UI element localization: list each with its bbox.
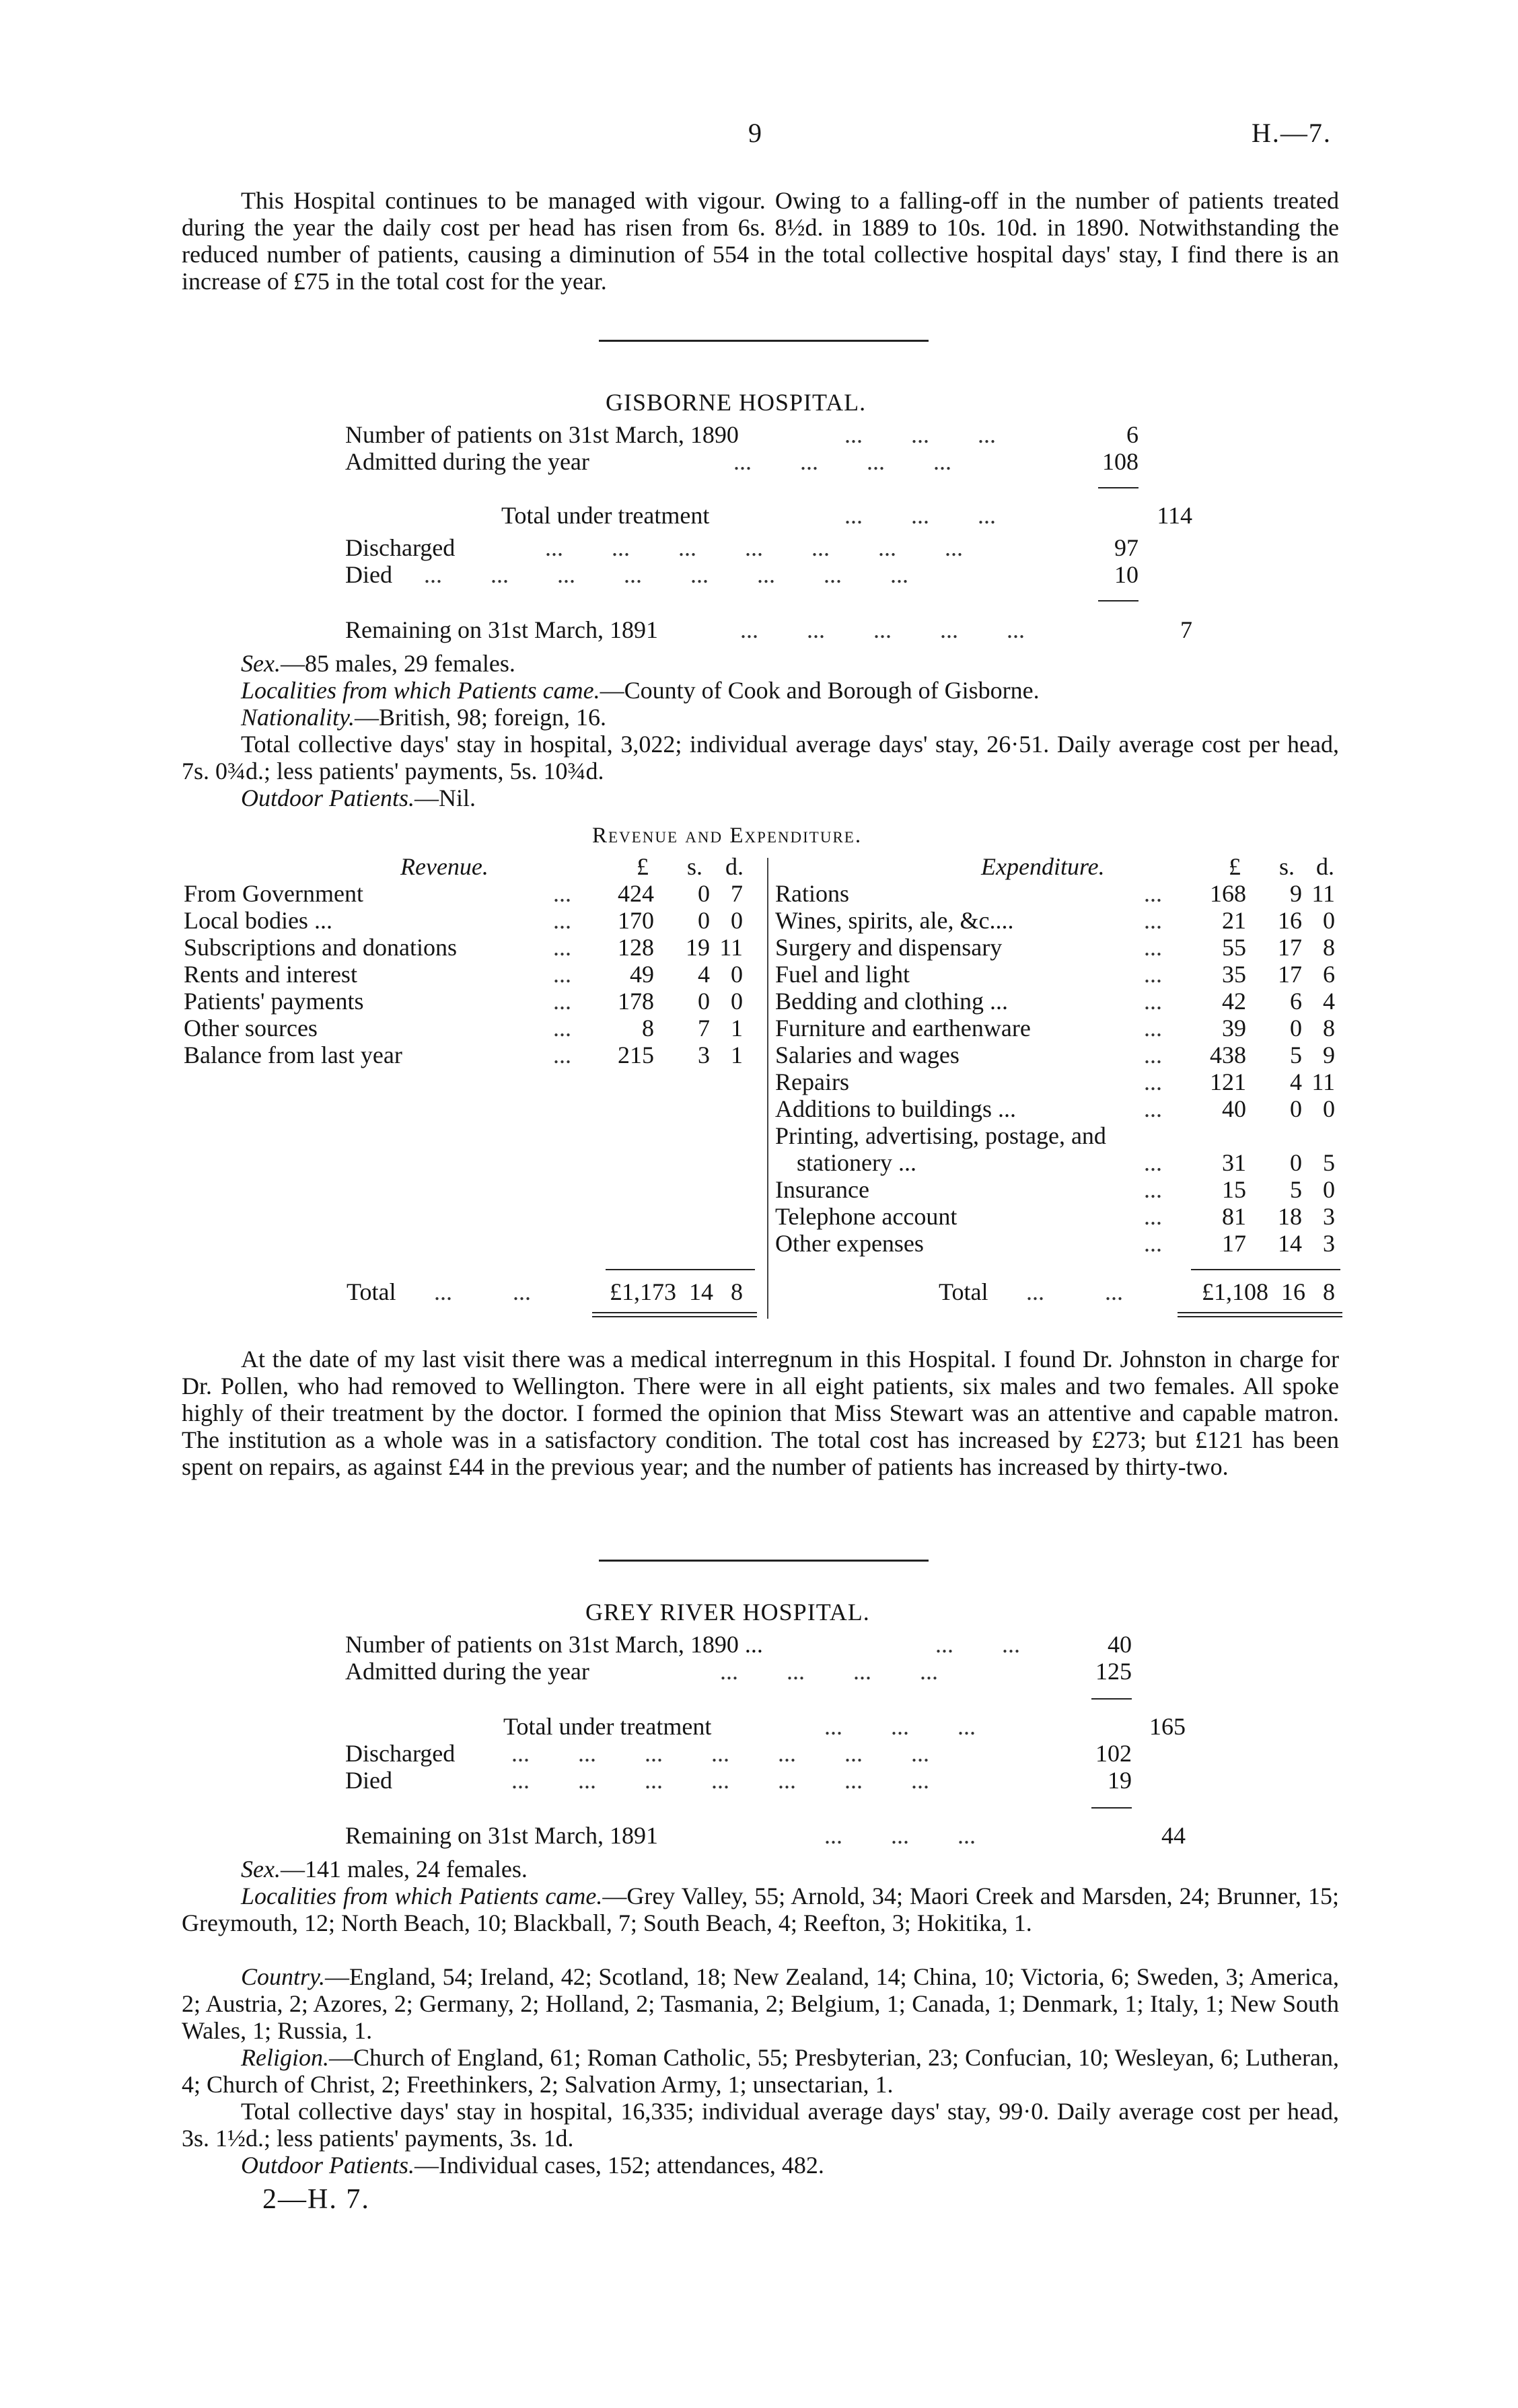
revenue-item-shillings: 0 — [698, 988, 710, 1015]
expenditure-item-shillings: 16 — [1278, 907, 1302, 934]
expenditure-item-label: Telephone account — [775, 1203, 957, 1230]
expenditure-item-label: Additions to buildings ... — [775, 1095, 1017, 1122]
grey-river-country: Country.—England, 54; Ireland, 42; Scotland, 18; New Zealand, 14; China, 10; Victoria, 6; Sweden, 3; America, 2; Austria, 2; Azores, 2; Germany, 2; Holland, 2; Tasmania, 2; Belgium, 1; Canada, 1; Denmark, 1; Italy, 1; New South Wales, 1; Russia, 1. — [182, 1963, 1339, 2044]
expenditure-item-shillings: 5 — [1290, 1042, 1302, 1068]
expenditure-total-pounds: £1,108 — [1202, 1278, 1268, 1305]
expenditure-item-pounds: 121 — [1210, 1068, 1246, 1095]
expenditure-item-pence: 0 — [1323, 907, 1335, 934]
page-number: 9 — [748, 118, 762, 148]
expenditure-item-shillings: 18 — [1278, 1203, 1302, 1230]
revenue-item-label: Patients' payments — [184, 988, 364, 1015]
gisborne-outdoor: Outdoor Patients.—Nil. — [241, 785, 476, 811]
gisborne-nationality: Nationality.—British, 98; foreign, 16. — [241, 704, 606, 731]
page-signature: 2—H. 7. — [262, 2184, 370, 2215]
stat-value: 125 — [1095, 1658, 1132, 1685]
revenue-item-pence: 1 — [731, 1015, 743, 1042]
stat-label: Total under treatment — [501, 502, 710, 529]
expenditure-item-label: Printing, advertising, postage, and — [775, 1122, 1106, 1149]
expenditure-item-pence: 0 — [1323, 1176, 1335, 1203]
revenue-item-label: Other sources — [184, 1015, 318, 1042]
revenue-item-shillings: 0 — [698, 880, 710, 907]
stat-label: Discharged — [345, 534, 456, 561]
expenditure-item-pounds: 81 — [1222, 1203, 1246, 1230]
revenue-expenditure-title: Revenue and Expenditure. — [592, 824, 863, 848]
revenue-item-pounds: 128 — [618, 934, 654, 961]
expenditure-item-shillings: 0 — [1290, 1095, 1302, 1122]
expenditure-item-shillings: 14 — [1278, 1230, 1302, 1257]
grey-river-title: GREY RIVER HOSPITAL. — [585, 1599, 870, 1626]
expenditure-item-pounds: 15 — [1222, 1176, 1246, 1203]
document-page: 9 H.—7. This Hospital continues to be managed with vigour. Owing to a falling-off in the number of patients treated during the year the daily cost per head has risen from 6s. 8½d. in 1889 to 10s. 10d. in 1890. Notwithstanding the reduced number of patients, causing a diminution of 554 in the total collective hospital days' stay, I find there is an increase of £75 in the total cost for the year. GISBORNE HOSPITAL. Number of patients on 31st March, 1890 ... ... ... 6 Admitted during the year ... ... ... ... 108 Total under treatment ... ... ... 114 Discharged ... ... ... ... ... ... ... 97 Died ... ... ... ... ... ... ... ... 10 Remaining on 31st March, 1891 ... ... ... ... ... 7 Sex.—85 males, 29 females. Localities from which Patients came.—County of Cook and Borough of Gisborne. Nationality.—British, 98; foreign, 16. Total collective days' stay in hospital, 3,022; individual average days' stay, 26·51. Daily average cost per head, 7s. 0¾d.; less patients' payments, 5s. 10¾d. Outdoor Patients.—Nil. Revenue and Expenditure. Revenue. £ s. d. Expenditure. £ s. d. From Government ... 424 0 7 Local bodies ... ... 170 0 0 Subscriptions and donations ... 128 19 11 Rents and interest ... 49 4 0 Patients' payments ... 178 0 0 Other sources ... 8 7 1 Balance from last year ... 215 3 1 Rations ... 168 9 11 Wines, spirits, ale, &c.... ... 21 16 0 Surgery and dispensary ... 55 17 8 Fuel and light ... 35 17 6 Bedding and clothing ... ... 42 6 4 Furniture and earthenware ... 39 0 8 Salaries and wages ... 438 5 9 Repairs ... 121 4 11 Additions to buildings ... ... 40 0 0 Printing, advertising, postage, and stationery ... ... 31 0 5 Insurance ... 15 5 0 Telephone account ... 81 18 3 Other expenses ... 17 14 3 Total ... ... £1,173 14 8 Total ... ... £1,108 16 8 At the date of my last visit there was a medical interregnum in this Hospital. I found Dr. Johnston in charge for Dr. Pollen, who had removed to Wellington. There were in all eight patients, six males and two females. All spoke highly of their treatment by the doctor. I formed the opinion that Miss Stewart was an attentive and capable matron. The institution as a whole was in a satisfactory condition. The total cost has increased by £273; but £121 has been spent on repairs, as against £44 in the previous year; and the number of patients has increased by thirty-two. GREY RIVER HOSPITAL. Number of patients on 31st March, 1890 ... ... ... 40 Admitted during the year ... ... ... ... 125 Total under treatment ... ... ... 165 Discharged ... ... ... ... ... ... ... 102 Died ... ... ... ... ... ... ... 19 Remaining on 31st March, 1891 ... ... ... 44 Sex.—141 males, 24 females. Localities from which Patients came.—Grey Valley, 55; Arnold, 34; Maori Creek and Marsden, 24; Brunner, 15; Greymouth, 12; North Beach, 10; Blackball, 7; South Beach, 4; Reefton, 3; Hokitika, 1. Country.—England, 54; Ireland, 42; Scotland, 18; New Zealand, 14; China, 10; Victoria, 6; Sweden, 3; America, 2; Austria, 2; Azores, 2; Germany, 2; Holland, 2; Tasmania, 2; Belgium, 1; Canada, 1; Denmark, 1; Italy, 1; New South Wales, 1; Russia, 1. Religion.—Church of England, 61; Roman Catholic, 55; Presbyterian, 23; Confucian, 10; Wesleyan, 6; Lutheran, 4; Church of Christ, 2; Freethinkers, 2; Salvation Army, 1; unsectarian, 1. Total collective days' stay in hospital, 16,335; individual average days' stay, 99·0. Daily average cost per head, 3s. 1½d.; less patients' payments, 3s. 1d. Outdoor Patients.—Individual cases, 152; attendances, 482. 2—H. 7. — [0, 0, 1518, 2408]
expenditure-item-label: Rations — [775, 880, 850, 907]
revenue-item-pounds: 170 — [618, 907, 654, 934]
stat-value: 44 — [1161, 1822, 1186, 1849]
stat-value: 7 — [1180, 616, 1192, 643]
expenditure-item-pence: 3 — [1323, 1203, 1335, 1230]
expenditure-item-label: Surgery and dispensary — [775, 934, 1003, 961]
revenue-pence-heading: d. — [725, 853, 744, 880]
grey-river-localities: Localities from which Patients came.—Grey Valley, 55; Arnold, 34; Maori Creek and Marsden, 24; Brunner, 15; Greymouth, 12; North Beach, 10; Blackball, 7; South Beach, 4; Reefton, 3; Hokitika, 1. — [182, 1883, 1339, 1936]
expenditure-item-shillings: 9 — [1290, 880, 1302, 907]
stat-value: 19 — [1108, 1767, 1132, 1794]
document-reference: H.—7. — [1252, 118, 1332, 148]
revenue-shillings-heading: s. — [687, 853, 703, 880]
section-divider — [599, 1560, 929, 1562]
gisborne-days-stay: Total collective days' stay in hospital, 3,022; individual average days' stay, 26·51. Daily average cost per head, 7s. 0¾d.; less patients' payments, 5s. 10¾d. — [182, 731, 1339, 785]
grey-river-outdoor: Outdoor Patients.—Individual cases, 152; attendances, 482. — [241, 2152, 824, 2179]
stat-value: 10 — [1114, 561, 1138, 588]
expenditure-item-label: Wines, spirits, ale, &c.... — [775, 907, 1014, 934]
expenditure-item-pence: 6 — [1323, 961, 1335, 988]
expenditure-item-pence: 9 — [1323, 1042, 1335, 1068]
expenditure-item-label: Other expenses — [775, 1230, 924, 1257]
expenditure-item-label: Furniture and earthenware — [775, 1015, 1031, 1042]
grey-river-days-stay: Total collective days' stay in hospital, 16,335; individual average days' stay, 99·0. Daily average cost per head, 3s. 1½d.; less patients' payments, 3s. 1d. — [182, 2098, 1339, 2152]
revenue-item-pence: 1 — [731, 1042, 743, 1068]
stat-label: Number of patients on 31st March, 1890 ... — [345, 1631, 763, 1658]
expenditure-item-shillings: 17 — [1278, 961, 1302, 988]
expenditure-item-pounds: 40 — [1222, 1095, 1246, 1122]
expenditure-item-shillings: 5 — [1290, 1176, 1302, 1203]
revenue-item-shillings: 19 — [686, 934, 710, 961]
expenditure-item-pence: 11 — [1311, 880, 1335, 907]
stat-label: Number of patients on 31st March, 1890 — [345, 421, 739, 448]
revenue-item-pounds: 215 — [618, 1042, 654, 1068]
expenditure-item-pounds: 55 — [1222, 934, 1246, 961]
revenue-item-pence: 0 — [731, 961, 743, 988]
revenue-total-label: Total — [347, 1278, 396, 1305]
expenditure-item-pence: 4 — [1323, 988, 1335, 1015]
stat-label: Admitted during the year — [345, 448, 589, 475]
stat-value: 102 — [1095, 1740, 1132, 1767]
expenditure-item-label: stationery ... — [797, 1149, 916, 1176]
expenditure-shillings-heading: s. — [1279, 853, 1295, 880]
revenue-item-shillings: 0 — [698, 907, 710, 934]
expenditure-item-pounds: 31 — [1222, 1149, 1246, 1176]
stat-label: Died — [345, 1767, 392, 1794]
stat-label: Total under treatment — [503, 1713, 712, 1740]
gisborne-title: GISBORNE HOSPITAL. — [606, 389, 867, 416]
expenditure-item-pence: 5 — [1323, 1149, 1335, 1176]
revenue-item-pence: 0 — [731, 988, 743, 1015]
stat-label: Remaining on 31st March, 1891 — [345, 1822, 658, 1849]
revenue-item-shillings: 4 — [698, 961, 710, 988]
revenue-item-label: From Government — [184, 880, 363, 907]
expenditure-item-pence: 0 — [1323, 1095, 1335, 1122]
stat-label: Discharged — [345, 1740, 456, 1767]
revenue-item-shillings: 7 — [698, 1015, 710, 1042]
expenditure-heading: Expenditure. — [981, 853, 1105, 880]
revenue-item-pounds: 49 — [630, 961, 654, 988]
expenditure-item-shillings: 6 — [1290, 988, 1302, 1015]
expenditure-pence-heading: d. — [1316, 853, 1334, 880]
gisborne-visit-paragraph: At the date of my last visit there was a medical interregnum in this Hospital. I found Dr. Johnston in charge for Dr. Pollen, who had removed to Wellington. There were in all eight patients, six males and two females. All spoke highly of their treatment by the doctor. I formed the opinion that Miss Stewart was an attentive and capable matron. The institution as a whole was in a satisfactory condition. The total cost has increased by £273; but £121 has been spent on repairs, as against £44 in the previous year; and the number of patients has increased by thirty-two. — [182, 1346, 1339, 1480]
stat-value: 40 — [1108, 1631, 1132, 1658]
expenditure-item-pence: 8 — [1323, 934, 1335, 961]
revenue-item-pence: 7 — [731, 880, 743, 907]
expenditure-total-shillings: 16 — [1281, 1278, 1305, 1305]
revenue-item-pence: 0 — [731, 907, 743, 934]
expenditure-item-shillings: 17 — [1278, 934, 1302, 961]
stat-label: Remaining on 31st March, 1891 — [345, 616, 658, 643]
revenue-pounds-heading: £ — [637, 853, 649, 880]
expenditure-total-pence: 8 — [1323, 1278, 1335, 1305]
intro-paragraph: This Hospital continues to be managed with vigour. Owing to a falling-off in the number of patients treated during the year the daily cost per head has risen from 6s. 8½d. in 1889 to 10s. 10d. in 1890. Notwithstanding the reduced number of patients, causing a diminution of 554 in the total collective hospital days' stay, I find there is an increase of £75 in the total cost for the year. — [182, 187, 1339, 295]
revenue-item-pounds: 178 — [618, 988, 654, 1015]
expenditure-item-pounds: 21 — [1222, 907, 1246, 934]
stat-label: Admitted during the year — [345, 1658, 589, 1685]
expenditure-total-label: Total — [939, 1278, 988, 1305]
revenue-item-pounds: 424 — [618, 880, 654, 907]
revenue-item-label: Subscriptions and donations — [184, 934, 457, 961]
revenue-total-pounds: £1,173 — [610, 1278, 676, 1305]
section-divider — [599, 340, 929, 342]
stat-value: 114 — [1157, 502, 1192, 529]
table-column-divider — [767, 858, 768, 1319]
expenditure-item-pence: 3 — [1323, 1230, 1335, 1257]
expenditure-item-pounds: 168 — [1210, 880, 1246, 907]
grey-river-religion: Religion.—Church of England, 61; Roman Catholic, 55; Presbyterian, 23; Confucian, 10; Wesleyan, 6; Lutheran, 4; Church of Christ, 2; Freethinkers, 2; Salvation Army, 1; unsectarian, 1. — [182, 2044, 1339, 2098]
expenditure-item-pounds: 438 — [1210, 1042, 1246, 1068]
revenue-heading: Revenue. — [400, 853, 489, 880]
revenue-item-label: Balance from last year — [184, 1042, 402, 1068]
gisborne-localities: Localities from which Patients came.—County of Cook and Borough of Gisborne. — [241, 677, 1040, 704]
expenditure-pounds-heading: £ — [1229, 853, 1241, 880]
expenditure-item-pence: 11 — [1311, 1068, 1335, 1095]
grey-river-sex: Sex.—141 males, 24 females. — [241, 1856, 528, 1883]
gisborne-sex: Sex.—85 males, 29 females. — [241, 650, 515, 677]
expenditure-item-label: Fuel and light — [775, 961, 910, 988]
stat-label: Died — [345, 561, 392, 588]
revenue-item-shillings: 3 — [698, 1042, 710, 1068]
expenditure-item-pence: 8 — [1323, 1015, 1335, 1042]
expenditure-item-label: Bedding and clothing ... — [775, 988, 1008, 1015]
expenditure-item-label: Salaries and wages — [775, 1042, 960, 1068]
expenditure-item-pounds: 35 — [1222, 961, 1246, 988]
stat-value: 6 — [1126, 421, 1138, 448]
revenue-item-pounds: 8 — [642, 1015, 654, 1042]
expenditure-item-pounds: 42 — [1222, 988, 1246, 1015]
stat-value: 97 — [1114, 534, 1138, 561]
expenditure-item-pounds: 39 — [1222, 1015, 1246, 1042]
stat-value: 165 — [1149, 1713, 1186, 1740]
expenditure-item-shillings: 0 — [1290, 1149, 1302, 1176]
expenditure-item-shillings: 0 — [1290, 1015, 1302, 1042]
stat-value: 108 — [1102, 448, 1138, 475]
revenue-total-pence: 8 — [731, 1278, 743, 1305]
expenditure-item-label: Insurance — [775, 1176, 869, 1203]
expenditure-item-label: Repairs — [775, 1068, 849, 1095]
revenue-total-shillings: 14 — [689, 1278, 713, 1305]
revenue-item-label: Rents and interest — [184, 961, 357, 988]
expenditure-item-shillings: 4 — [1290, 1068, 1302, 1095]
revenue-item-pence: 11 — [719, 934, 743, 961]
expenditure-item-pounds: 17 — [1222, 1230, 1246, 1257]
revenue-item-label: Local bodies ... — [184, 907, 332, 934]
